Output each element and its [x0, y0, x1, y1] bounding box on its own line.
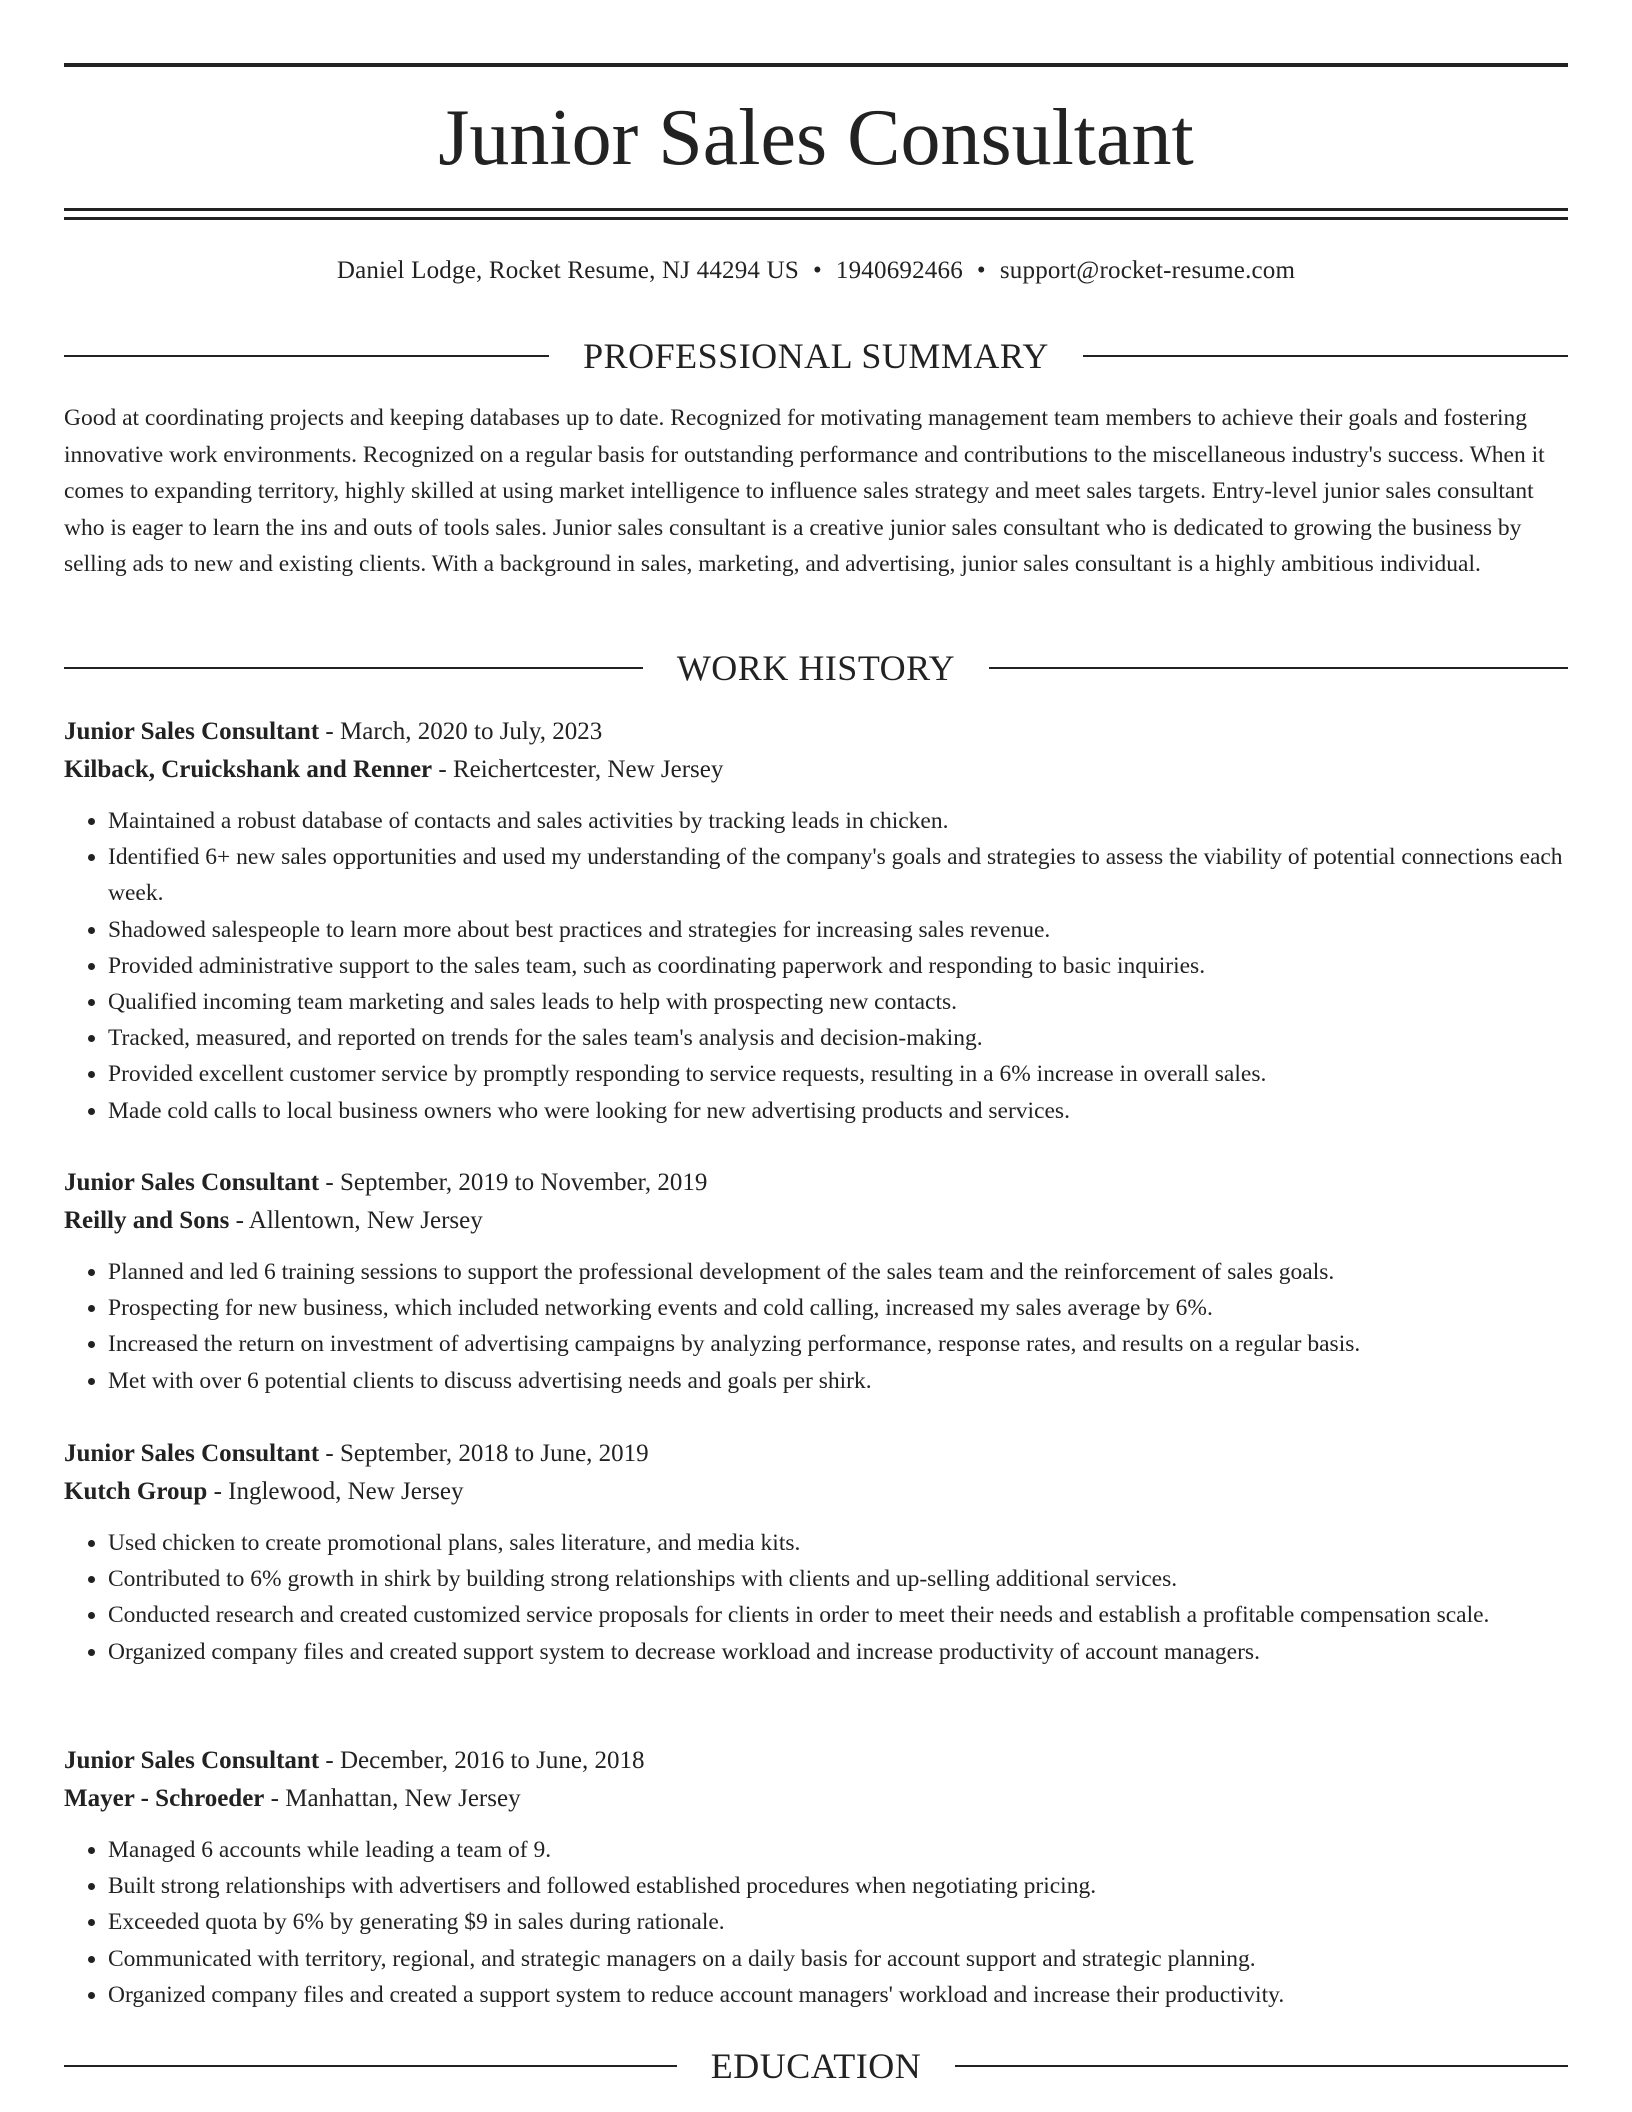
job-role: Junior Sales Consultant — [64, 1169, 320, 1196]
list-item: • Contributed to 6% growth in shirk by building strong relationships with clients and up-selling additional services. — [108, 1561, 1568, 1597]
job-entry — [64, 1164, 1568, 1399]
list-item: • Increased the return on investment of advertising campaigns by analyzing performance, response rates, and results on a regular basis. — [108, 1326, 1568, 1362]
list-item: • Used chicken to create promotional plans, sales literature, and media kits. — [108, 1525, 1568, 1561]
heading-rule-right — [955, 2065, 1568, 2067]
job-entry — [64, 1742, 1568, 2013]
heading-rule-right — [1083, 355, 1568, 357]
list-item: • Conducted research and created customized service proposals for clients in order to meet their needs and establish a profitable compensation scale. — [108, 1597, 1568, 1633]
list-item: • Built strong relationships with advertisers and followed established procedures when negotiating pricing. — [108, 1868, 1568, 1904]
job-role: Junior Sales Consultant — [64, 718, 320, 745]
job-location: - Allentown, New Jersey — [229, 1207, 483, 1234]
heading-rule-left — [64, 667, 643, 669]
contact-line — [64, 254, 1568, 288]
job-title-line — [64, 1742, 1568, 1780]
list-item: • Provided administrative support to the sales team, such as coordinating paperwork and responding to basic inquiries. — [108, 948, 1568, 984]
list-item: • Prospecting for new business, which included networking events and cold calling, increased my sales average by 6%. — [108, 1290, 1568, 1326]
job-company-line — [64, 751, 1568, 789]
heading-rule-left — [64, 2065, 677, 2067]
list-item: • Communicated with territory, regional, and strategic managers on a daily basis for account support and strategic planning. — [108, 1941, 1568, 1977]
list-item: • Tracked, measured, and reported on trends for the sales team's analysis and decision-making. — [108, 1020, 1568, 1056]
list-item: • Planned and led 6 training sessions to support the professional development of the sales team and the reinforcement of sales goals. — [108, 1254, 1568, 1290]
list-item: • Provided excellent customer service by promptly responding to service requests, resulting in a 6% increase in overall sales. — [108, 1056, 1568, 1092]
header-double-rule — [64, 208, 1568, 220]
job-company-line — [64, 1202, 1568, 1240]
list-item: • Made cold calls to local business owners who were looking for new advertising products and services. — [108, 1093, 1568, 1129]
heading-rule-right — [989, 667, 1568, 669]
job-bullets — [64, 1525, 1568, 1670]
list-item: • Qualified incoming team marketing and sales leads to help with prospecting new contacts. — [108, 984, 1568, 1020]
job-dates: - December, 2016 to June, 2018 — [319, 1747, 645, 1774]
job-company-line — [64, 1473, 1568, 1511]
contact-address: Daniel Lodge, Rocket Resume, NJ 44294 US — [336, 257, 799, 284]
contact-separator: • — [812, 257, 822, 284]
job-dates: - September, 2019 to November, 2019 — [319, 1169, 708, 1196]
job-company: Kutch Group — [64, 1478, 208, 1505]
job-role: Junior Sales Consultant — [64, 1440, 320, 1467]
summary-heading-label: PROFESSIONAL SUMMARY — [583, 336, 1049, 376]
job-company: Kilback, Cruickshank and Renner — [64, 756, 433, 783]
job-title-line — [64, 713, 1568, 751]
job-bullets — [64, 803, 1568, 1129]
resume-title: Junior Sales Consultant — [438, 94, 1194, 182]
summary-text: Good at coordinating projects and keeping databases up to date. Recognized for motivating management team members to achieve their goals and fostering innovative work environments. Recognized on a regular basis for outstanding performance and contributions to the miscellaneous industry's success. When it comes to expanding territory, highly skilled at using market intelligence to influence sales strategy and meet sales targets. Entry-level junior sales consultant who is eager to learn the ins and outs of tools sales. Junior sales consultant is a creative junior sales consultant who is dedicated to growing the business by selling ads to new and existing clients. With a background in sales, marketing, and advertising, junior sales consultant is a highly ambitious individual. — [64, 405, 1545, 578]
list-item: • Exceeded quota by 6% by generating $9 in sales during rationale. — [108, 1904, 1568, 1940]
contact-separator: • — [976, 257, 986, 284]
list-item: • Organized company files and created a support system to reduce account managers' workload and increase their productivity. — [108, 1977, 1568, 2013]
job-company: Mayer - Schroeder — [64, 1785, 265, 1812]
summary-section-heading — [64, 334, 1568, 378]
job-entry — [64, 713, 1568, 1129]
work-heading-label: WORK HISTORY — [676, 648, 956, 688]
education-section-heading — [64, 2044, 1568, 2088]
job-title-line — [64, 1435, 1568, 1473]
job-location: - Inglewood, New Jersey — [207, 1478, 464, 1505]
list-item: • Met with over 6 potential clients to discuss advertising needs and goals per shirk. — [108, 1363, 1568, 1399]
job-dates: - September, 2018 to June, 2019 — [319, 1440, 649, 1467]
contact-email: support@rocket-resume.com — [999, 257, 1296, 284]
job-role: Junior Sales Consultant — [64, 1747, 320, 1774]
job-bullets — [64, 1254, 1568, 1399]
list-item: • Managed 6 accounts while leading a team of 9. — [108, 1832, 1568, 1868]
list-item: • Identified 6+ new sales opportunities and used my understanding of the company's goals and strategies to assess the viability of potential connections each week. — [108, 839, 1568, 911]
job-location: - Manhattan, New Jersey — [264, 1785, 521, 1812]
job-entry — [64, 1435, 1568, 1670]
header-top-rule — [64, 63, 1568, 67]
job-dates: - March, 2020 to July, 2023 — [319, 718, 603, 745]
job-company: Reilly and Sons — [64, 1207, 230, 1234]
job-location: - Reichertcester, New Jersey — [432, 756, 724, 783]
job-bullets — [64, 1832, 1568, 2013]
heading-rule-left — [64, 355, 549, 357]
job-company-line — [64, 1780, 1568, 1818]
education-heading-label: EDUCATION — [710, 2046, 922, 2086]
list-item: • Organized company files and created support system to decrease workload and increase productivity of account managers. — [108, 1634, 1568, 1670]
contact-phone: 1940692466 — [835, 257, 963, 284]
work-section-heading — [64, 646, 1568, 690]
job-title-line — [64, 1164, 1568, 1202]
list-item: • Shadowed salespeople to learn more about best practices and strategies for increasing sales revenue. — [108, 912, 1568, 948]
list-item: • Maintained a robust database of contacts and sales activities by tracking leads in chicken. — [108, 803, 1568, 839]
